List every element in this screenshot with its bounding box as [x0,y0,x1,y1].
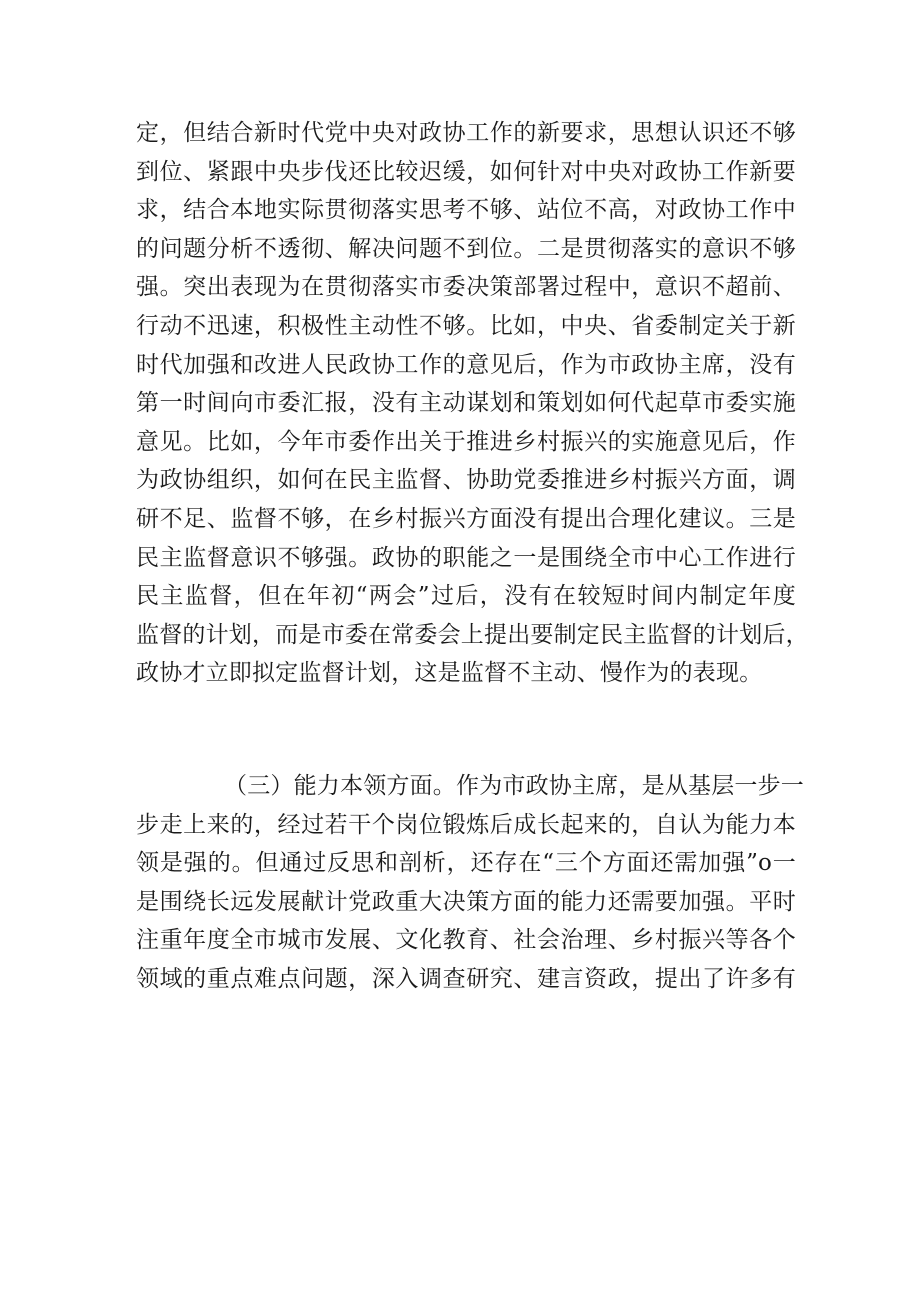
text-line: 强。突出表现为在贯彻落实市委决策部署过程中，意识不超前、 [136,274,796,301]
section-heading-line: （三）能力本领方面。作为市政协主席，是从基层一步一 [224,773,804,799]
text-line: 为政协组织，如何在民主监督、协助党委推进乡村振兴方面，调 [136,467,796,494]
text-line: 监督的计划，而是市委在常委会上提出要制定民主监督的计划后， [136,621,809,648]
text-line: 领是强的。但通过反思和剖析，还存在“三个方面还需加强”o一 [136,850,796,877]
text-line: 意见。比如，今年市委作出关于推进乡村振兴的实施意见后，作 [136,428,796,455]
text-line: 民主监督意识不够强。政协的职能之一是围绕全市中心工作进行 [136,544,796,571]
text-line: 是围绕长远发展献计党政重大决策方面的能力还需要加强。平时 [136,888,796,915]
text-line: 定，但结合新时代党中央对政协工作的新要求，思想认识还不够 [136,120,796,146]
text-line: 民主监督，但在年初“两会”过后，没有在较短时间内制定年度 [136,583,796,610]
text-line: 政协才立即拟定监督计划，这是监督不主动、慢作为的表现。 [136,660,763,687]
paragraph-ability-section [136,767,804,999]
text-line: 注重年度全市城市发展、文化教育、社会治理、乡村振兴等各个 [136,927,796,954]
text-line: 求，结合本地实际贯彻落实思考不够、站位不高，对政协工作中 [136,197,796,224]
text-line: 行动不迅速，积极性主动性不够。比如，中央、省委制定关于新 [136,312,796,339]
text-line: 步走上来的，经过若干个岗位锻炼后成长起来的，自认为能力本 [136,811,796,838]
paragraph-political-awareness [136,114,809,693]
text-line: 第一时间向市委汇报，没有主动谋划和策划如何代起草市委实施 [136,390,796,417]
text-line: 研不足、监督不够，在乡村振兴方面没有提出合理化建议。三是 [136,505,796,532]
text-line: 到位、紧跟中央步伐还比较迟缓，如何针对中央对政协工作新要 [136,158,796,185]
text-line: 时代加强和改进人民政协工作的意见后，作为市政协主席，没有 [136,351,796,378]
text-line: 的问题分析不透彻、解决问题不到位。二是贯彻落实的意识不够 [136,235,796,262]
text-line: 领域的重点难点问题，深入调查研究、建言资政，提出了许多有 [136,965,796,992]
